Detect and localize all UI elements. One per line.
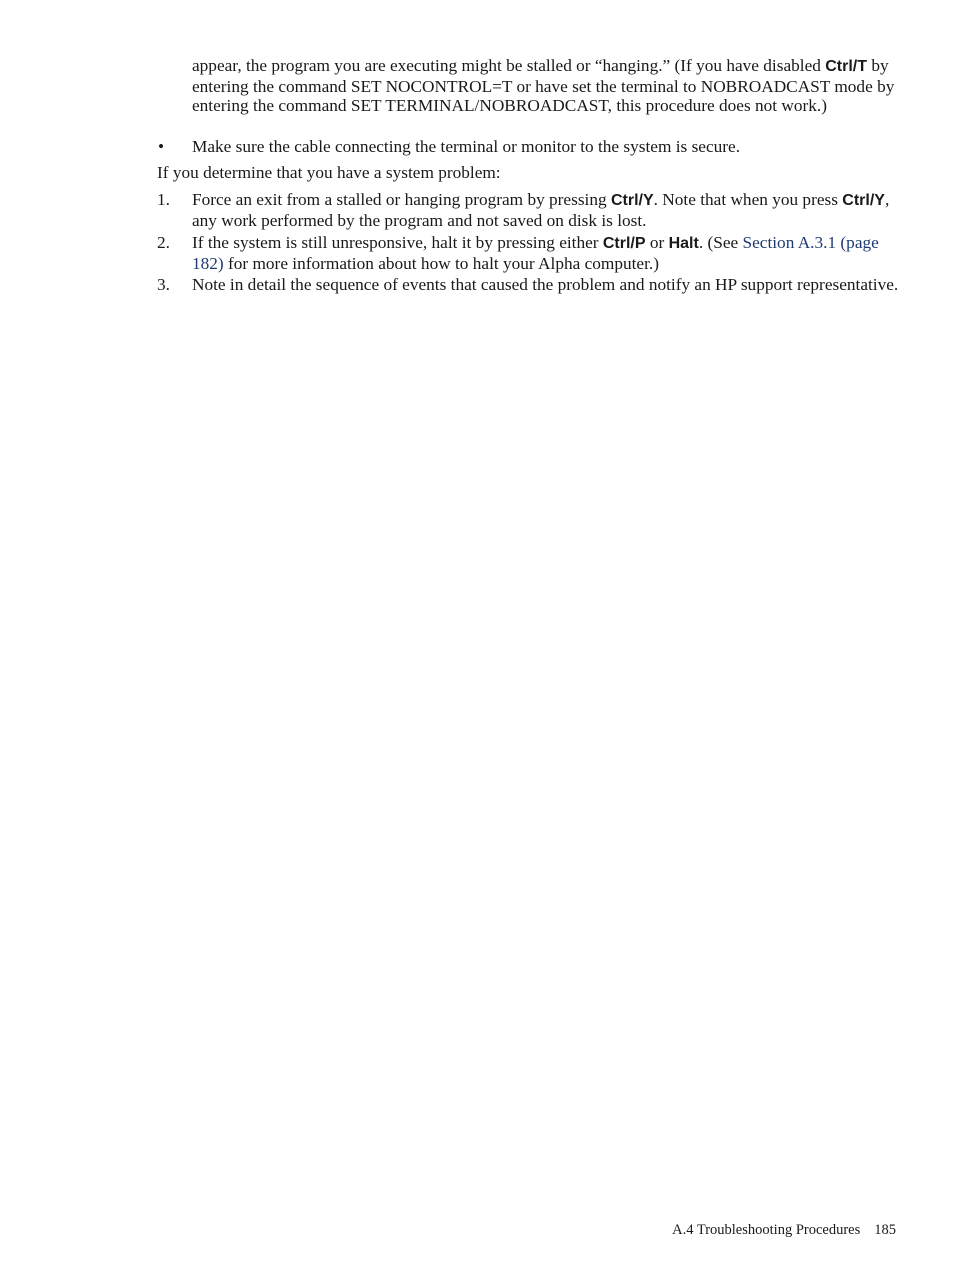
step-2-text-4: for more information about how to halt your Alpha computer.): [223, 253, 659, 273]
key-ctrl: Ctrl: [825, 58, 853, 75]
intro-paragraph: If you determine that you have a system problem:: [157, 163, 501, 182]
key-ctrl: Ctrl: [842, 192, 870, 209]
key-separator: /: [869, 192, 875, 209]
step-2-text: [192, 233, 904, 273]
footer-section-title: A.4 Troubleshooting Procedures: [672, 1222, 861, 1238]
step-2-text-3: . (See: [698, 233, 743, 252]
continuation-text-2: by entering the command SET NOCONTROL=T or have set the terminal to NOBROADCAST mode by entering the command SET TERMINAL/NOBROADCAST, this procedure does not work.): [192, 56, 895, 116]
step-3-marker: 3.: [157, 275, 170, 294]
key-halt: Halt: [668, 235, 699, 252]
step-2-text-1: If the system is still unresponsive, halt it by pressing either: [192, 233, 603, 252]
continuation-text-1: appear, the program you are executing might be stalled or “hanging.” (If you have disabled: [192, 56, 821, 75]
step-2-text-2: or: [645, 233, 669, 252]
bullet-item-text: Make sure the cable connecting the terminal or monitor to the system is secure.: [192, 137, 741, 156]
step-3-text: Note in detail the sequence of events that caused the problem and notify an HP support representative.: [192, 275, 899, 294]
key-separator: /: [630, 235, 635, 252]
page-footer: [672, 1221, 896, 1239]
key-separator: /: [852, 58, 858, 75]
key-y: Y: [874, 192, 885, 209]
step-1-text-3: , any work performed by the program and not saved on disk is lost.: [192, 190, 890, 230]
step-1-text: [192, 190, 904, 230]
continuation-paragraph: [192, 56, 904, 116]
step-1-marker: 1.: [157, 190, 170, 209]
step-1-text-2: . Note that when you press: [653, 190, 843, 209]
key-p: P: [634, 235, 646, 252]
key-y: Y: [642, 192, 654, 209]
page-number: 185: [874, 1222, 896, 1238]
step-1-text-1: Force an exit from a stalled or hanging program by pressing: [192, 190, 611, 209]
section-cross-reference-link[interactable]: Section A.3.1 (page 182): [192, 233, 879, 273]
bullet-marker: •: [158, 137, 165, 156]
key-ctrl: Ctrl: [610, 192, 639, 209]
key-separator: /: [638, 192, 643, 209]
step-2-marker: 2.: [157, 233, 170, 252]
key-ctrl: Ctrl: [602, 235, 631, 252]
key-t: T: [857, 58, 868, 75]
